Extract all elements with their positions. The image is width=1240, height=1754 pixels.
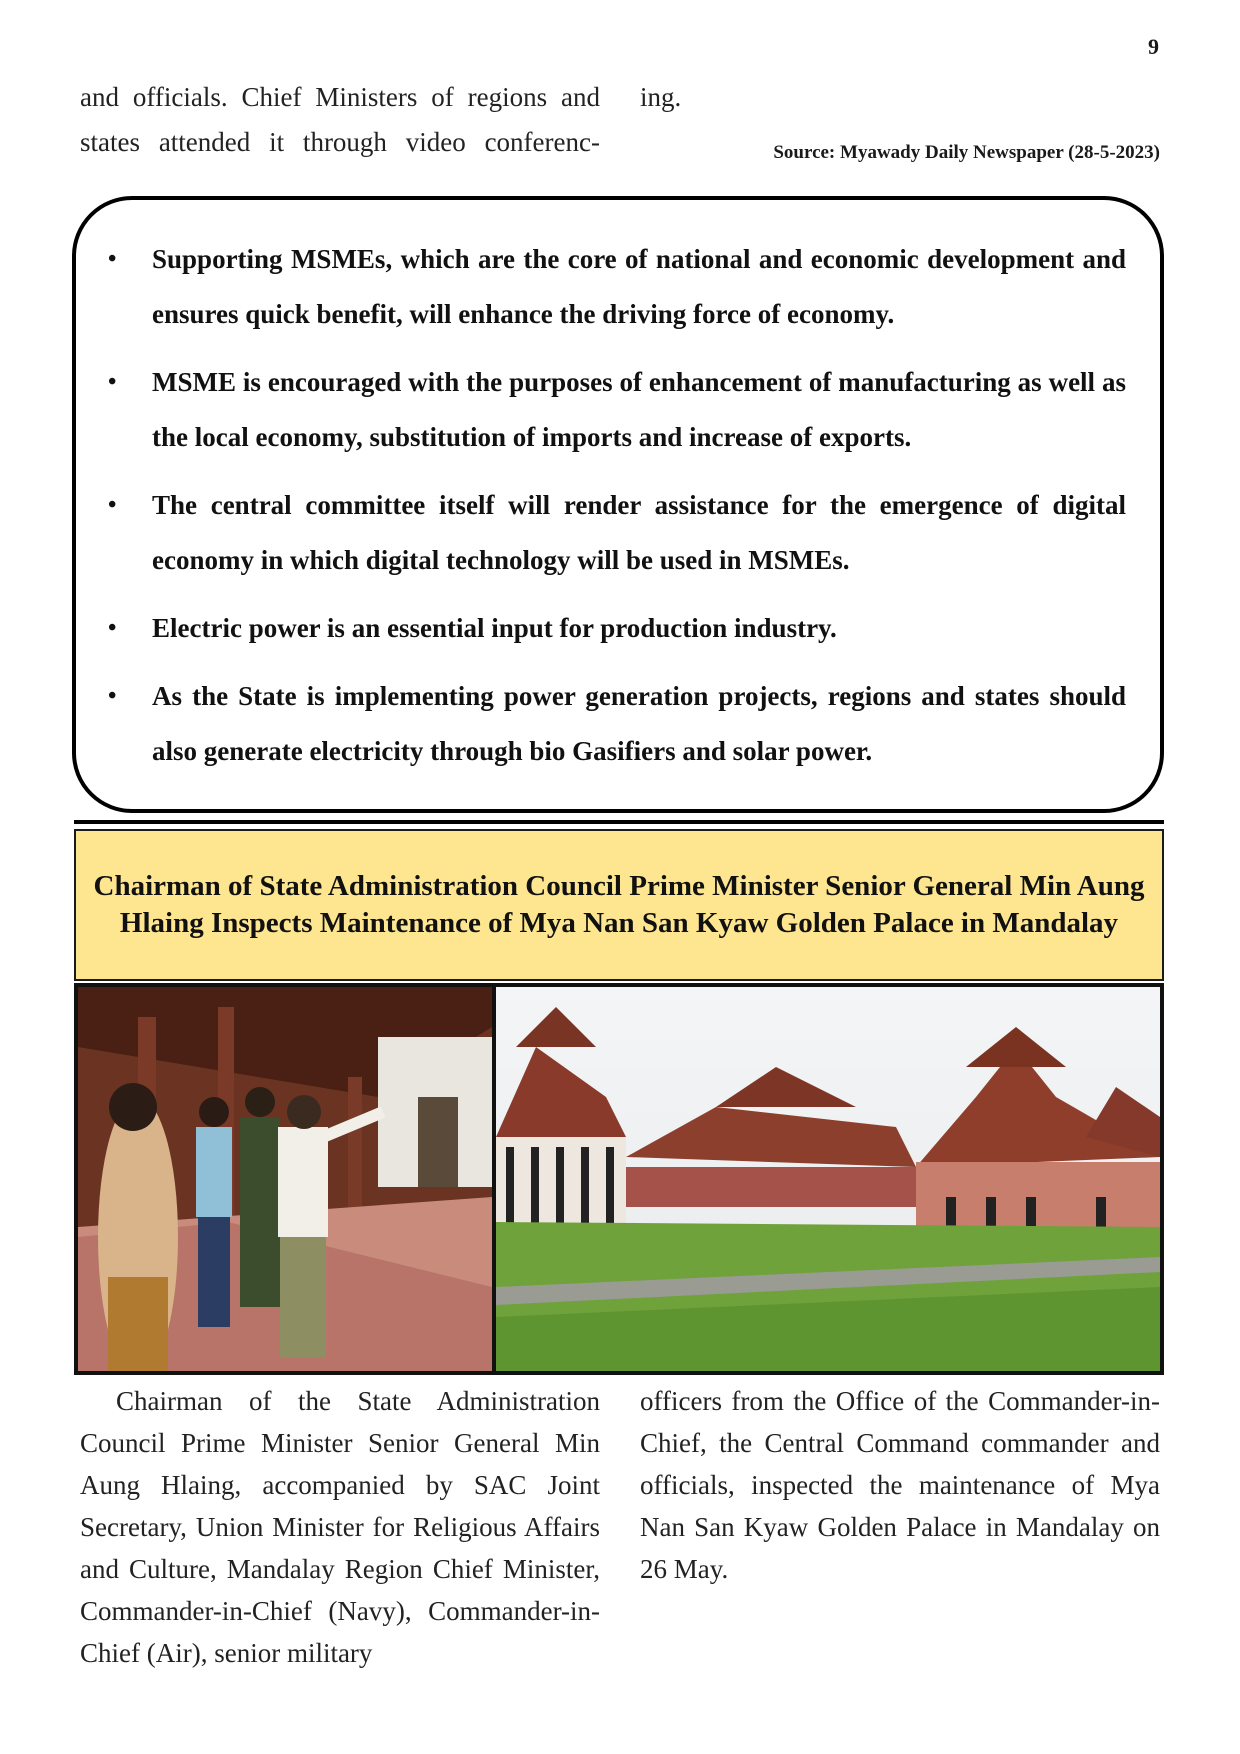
bullet-icon: • <box>108 369 117 395</box>
summary-list <box>104 232 1126 792</box>
bullet-icon: • <box>108 246 117 272</box>
source-citation: Source: Myawady Daily Newspaper (28-5-2023) <box>773 142 1160 163</box>
summary-item-text: Electric power is an essential input for production industry. <box>152 613 837 643</box>
summary-item-text: The central committee itself will render assistance for the emergence of digital economy in which digital technology will be used in MSMEs. <box>152 490 1126 575</box>
summary-box <box>72 196 1164 813</box>
top-article-left-column: and officials. Chief Ministers of regions and states attended it through video conferenc- <box>80 82 600 157</box>
article-left-text: Chairman of the State Administration Council Prime Minister Senior General Min Aung Hlaing, accompanied by SAC Joint Secretary, Union Minister for Religious Affairs and Culture, Mandalay Region Chief Minister, Commander-in-Chief (Navy), Commander-in-Chief (Air), senior military <box>80 1386 600 1668</box>
summary-item <box>104 669 1126 779</box>
summary-item <box>104 601 1126 656</box>
article-left-column <box>80 1380 600 1674</box>
summary-item-text: MSME is encouraged with the purposes of enhancement of manufacturing as well as the local economy, substitution of imports and increase of exports. <box>152 367 1126 452</box>
summary-item <box>104 478 1126 588</box>
page-number: 9 <box>1148 34 1159 59</box>
headline-box <box>74 829 1164 981</box>
photo-frame <box>74 983 1164 1375</box>
article-headline: Chairman of State Administration Council Prime Minister Senior General Min Aung Hlaing Inspects Maintenance of Mya Nan San Kyaw Golden Palace in Mandalay <box>93 870 1145 939</box>
inspection-photo <box>78 987 492 1371</box>
summary-item-text: Supporting MSMEs, which are the core of national and economic development and ensures quick benefit, will enhance the driving force of economy. <box>152 244 1126 329</box>
section-divider <box>74 820 1164 824</box>
palace-photo <box>496 987 1160 1371</box>
top-article-right-column: ing. <box>640 82 682 112</box>
summary-item-text: As the State is implementing power generation projects, regions and states should also generate electricity through bio Gasifiers and solar power. <box>152 681 1126 766</box>
bullet-icon: • <box>108 683 117 709</box>
article-right-column: officers from the Office of the Commander-in-Chief, the Central Command commander and officials, inspected the maintenance of Mya Nan San Kyaw Golden Palace in Mandalay on 26 May. <box>640 1386 1160 1584</box>
bullet-icon: • <box>108 492 117 518</box>
bullet-icon: • <box>108 615 117 641</box>
summary-item <box>104 355 1126 465</box>
summary-item <box>104 232 1126 342</box>
